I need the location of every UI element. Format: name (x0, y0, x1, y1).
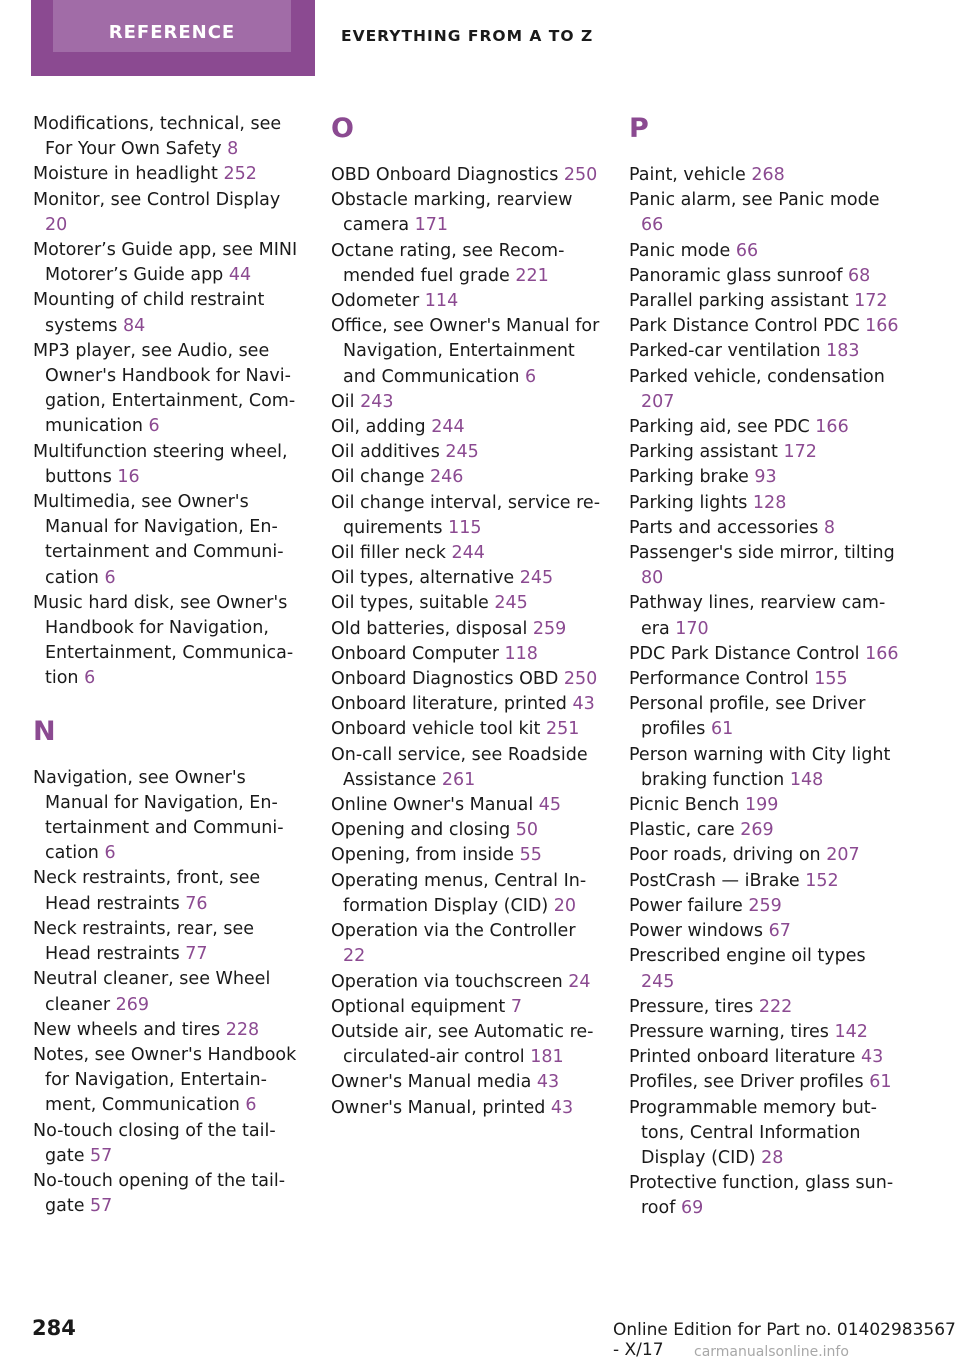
index-entry-term: Panoramic glass sunroof (629, 265, 849, 286)
index-entry-term: Oil change interval, service requirements (331, 492, 601, 538)
index-entry-term: Motorer’s Guide app, see MINI Motorer’s Guide app (33, 240, 298, 286)
index-entry-term: No-touch opening of the tailgate (33, 1170, 286, 1217)
index-entry (629, 692, 899, 742)
index-entry-term: Obstacle marking, rearview camera (331, 190, 573, 236)
index-entry-term: Online Owner's Manual (331, 795, 539, 816)
index-entry-term: Parking lights (629, 492, 753, 513)
index-entry-page-link[interactable]: 66 (641, 215, 664, 236)
index-entry-page-link[interactable]: 28 (761, 1147, 784, 1168)
index-entry-term: Plastic, care (629, 820, 741, 841)
index-entry (629, 894, 899, 919)
index-entry-page-link[interactable]: 43 (860, 1047, 884, 1068)
index-entry-page-link[interactable]: 80 (641, 568, 664, 589)
index-entry (629, 919, 899, 944)
index-entry-page-link[interactable]: 114 (424, 291, 459, 312)
index-entry-page-link[interactable]: 228 (225, 1019, 260, 1040)
index-entry-page-link[interactable]: 244 (451, 543, 485, 564)
index-entry (629, 793, 899, 818)
index-entry-page-link[interactable]: 172 (854, 291, 888, 312)
index-entry (331, 163, 601, 188)
edition-note: Online Edition for Part no. 01402983567 - X/17 (613, 1320, 956, 1360)
index-entry (629, 667, 899, 692)
index-entry-term: Onboard Diagnostics OBD (331, 669, 564, 690)
index-entry-term: Parked vehicle, condensation (629, 366, 885, 387)
index-entry-page-link[interactable]: 244 (431, 417, 465, 438)
index-entry-term: Operation via the Controller (331, 921, 576, 942)
index-entry-term: Operation via touchscreen (331, 971, 569, 992)
index-entry (629, 314, 899, 339)
index-entry-page-link[interactable]: 166 (865, 643, 899, 664)
index-entry (331, 465, 601, 490)
index-entry (629, 415, 899, 440)
index-entry (331, 289, 601, 314)
index-entry-term: Personal profile, see Driver profiles (629, 694, 866, 740)
index-entry-page-link[interactable]: 268 (751, 165, 785, 185)
index-entry-page-link[interactable]: 69 (680, 1198, 704, 1219)
index-entry-page-link[interactable]: 207 (826, 845, 860, 866)
index-entry (331, 239, 601, 289)
index-entry (629, 516, 899, 541)
index-entry (629, 818, 899, 843)
index-entry-term: Mounting of child restraint systems (33, 290, 265, 336)
index-entry (331, 566, 601, 591)
index-entry-page-link[interactable]: 207 (641, 391, 675, 412)
index-entry-page-link[interactable]: 183 (826, 341, 860, 362)
index-entry-page-link[interactable]: 166 (815, 417, 849, 438)
index-entry-page-link[interactable]: 6 (104, 567, 116, 588)
index-entry (331, 793, 601, 818)
index-column-1 (33, 112, 303, 1219)
index-entry-page-link[interactable]: 269 (115, 994, 149, 1015)
index-entry (33, 162, 303, 187)
index-entry-term: Panic alarm, see Panic mode (629, 190, 880, 211)
index-entry-page-link[interactable]: 181 (530, 1047, 564, 1068)
index-entry-term: Modifications, technical, see For Your Own Safety (33, 114, 282, 160)
index-entry (331, 591, 601, 616)
index-entry-page-link[interactable]: 93 (754, 467, 777, 488)
index-entry-page-link[interactable]: 261 (441, 769, 476, 790)
section-tab-inner (53, 0, 291, 52)
index-entry (629, 1020, 899, 1045)
index-entry-page-link[interactable]: 6 (104, 843, 116, 864)
index-entry-term: Paint, vehicle (629, 165, 752, 185)
index-entry-term: Monitor, see Control Display (33, 189, 281, 210)
index-entry-page-link[interactable]: 221 (515, 265, 549, 286)
index-entry-term: Oil (331, 391, 361, 412)
index-entry (33, 1169, 303, 1219)
index-entry (33, 490, 303, 591)
index-entry-term: Printed onboard literature (629, 1047, 861, 1068)
index-entry-term: Oil types, suitable (331, 593, 495, 614)
index-entry-term: Parking assistant (629, 442, 784, 463)
index-entry (331, 314, 601, 390)
index-entry (331, 970, 601, 995)
index-entry-page-link[interactable]: 246 (430, 467, 464, 488)
index-entry (33, 1043, 303, 1119)
index-entry (331, 188, 601, 238)
index-entry-term: Navigation, see Owner's Manual for Navigation, Entertainment and Communication (33, 767, 284, 864)
index-entry-term: Multifunction steering wheel, buttons (33, 441, 288, 487)
index-letter-heading: P (629, 113, 649, 144)
index-entry (331, 843, 601, 868)
index-entry-page-link[interactable]: 269 (740, 820, 774, 841)
index-entry-page-link[interactable]: 115 (448, 517, 482, 538)
index-entry-term: On-call service, see Roadside Assistance (331, 744, 588, 790)
index-entry-page-link[interactable]: 170 (675, 618, 709, 639)
index-entry-page-link[interactable]: 245 (445, 442, 479, 463)
index-entry-page-link[interactable]: 43 (572, 694, 595, 715)
index-entry-term: Opening, from inside (331, 845, 520, 866)
index-entry-term: Pressure warning, tires (629, 1021, 835, 1042)
index-entry-page-link[interactable]: 259 (532, 618, 567, 639)
index-entry (629, 289, 899, 314)
index-entry (629, 188, 899, 238)
index-entry-page-link[interactable]: 67 (768, 921, 791, 942)
index-entry (33, 917, 303, 967)
index-entry-page-link[interactable]: 250 (563, 165, 598, 185)
index-entry (629, 642, 899, 667)
index-entry (629, 995, 899, 1020)
index-entry-page-link[interactable]: 61 (869, 1072, 892, 1093)
index-entry-term: Power windows (629, 921, 769, 942)
index-entry-term: Oil, adding (331, 417, 432, 438)
index-entry-page-link[interactable]: 24 (568, 971, 591, 992)
index-entry (33, 288, 303, 338)
index-entry-term: Owner's Manual, printed (331, 1097, 551, 1118)
index-entry-page-link[interactable]: 152 (805, 870, 839, 891)
index-entry-term: Poor roads, driving on (629, 845, 827, 866)
index-entry (629, 944, 899, 994)
index-entry-term: Passenger's side mirror, tilting (629, 543, 895, 564)
index-entry (629, 1045, 899, 1070)
index-column-3 (629, 112, 899, 1222)
index-entry (629, 1171, 899, 1221)
index-entry-term: Optional equipment (331, 996, 511, 1017)
index-entry-page-link[interactable]: 128 (752, 492, 787, 513)
index-entry (629, 339, 899, 364)
index-entry-page-link[interactable]: 45 (538, 795, 562, 816)
index-entry (331, 390, 601, 415)
index-entry-term: Picnic Bench (629, 795, 745, 816)
index-entry-page-link[interactable]: 245 (641, 971, 675, 992)
index-entry-page-link[interactable]: 20 (45, 214, 68, 235)
index-entry-term: Outside air, see Automatic recirculated-air control (331, 1021, 594, 1068)
index-entry (629, 743, 899, 793)
index-entry-page-link[interactable]: 252 (223, 164, 257, 185)
index-entry-page-link[interactable]: 243 (360, 391, 394, 412)
index-entry-page-link[interactable]: 142 (834, 1021, 868, 1042)
index-entry-page-link[interactable]: 84 (122, 315, 146, 336)
index-entry (629, 491, 899, 516)
index-entry-term: Neck restraints, rear, see Head restraints (33, 918, 254, 965)
index-entry-term: Opening and closing (331, 820, 516, 841)
index-entry-term: Oil filler neck (331, 543, 452, 564)
index-entry-page-link[interactable]: 171 (414, 215, 449, 236)
index-entry-page-link[interactable]: 44 (228, 265, 252, 286)
index-entry-page-link[interactable]: 6 (524, 366, 537, 387)
index-entry (33, 188, 303, 238)
index-entry-term: Onboard literature, printed (331, 694, 573, 715)
index-entry-term: Power failure (629, 895, 749, 916)
index-entry-term: Parallel parking assistant (629, 291, 855, 312)
index-entry-page-link[interactable]: 50 (515, 820, 539, 841)
index-entry-term: Oil additives (331, 442, 446, 463)
index-entry-term: Parking aid, see PDC (629, 417, 816, 438)
chapter-title: EVERYTHING FROM A TO Z (341, 27, 594, 45)
index-entry (33, 112, 303, 162)
section-tab (31, 0, 315, 76)
index-entry (629, 843, 899, 868)
index-entry-term: Multimedia, see Owner's Manual for Navigation, Entertainment and Communication (33, 492, 284, 588)
index-entry (629, 365, 899, 415)
index-entry-term: PDC Park Distance Control (629, 643, 866, 664)
index-entry (331, 743, 601, 793)
index-entry (331, 1070, 601, 1095)
index-entry-term: New wheels and tires (33, 1019, 226, 1040)
index-entry (331, 491, 601, 541)
section-tab-label: REFERENCE (108, 22, 236, 43)
index-entry-page-link[interactable]: 6 (148, 416, 160, 437)
index-entry-term: Odometer (331, 291, 425, 312)
index-entry-term: Moisture in headlight (33, 164, 224, 185)
index-entry-term: Parked-car ventilation (629, 341, 827, 362)
index-entry-page-link[interactable]: 8 (227, 139, 239, 160)
index-entry-term: Person warning with City light braking function (629, 744, 891, 790)
index-entry (629, 239, 899, 264)
page-number: 284 (32, 1316, 76, 1340)
index-entry-term: Panic mode (629, 240, 736, 261)
index-entry (629, 541, 899, 591)
index-entry-page-link[interactable]: 77 (185, 944, 208, 965)
index-entry-page-link[interactable]: 66 (735, 240, 759, 261)
index-entry-term: Music hard disk, see Owner's Handbook for Navigation, Entertainment, Communication (33, 592, 294, 689)
index-entry-page-link[interactable]: 155 (814, 669, 848, 690)
index-entry-page-link[interactable]: 7 (510, 996, 522, 1017)
index-entry (331, 667, 601, 692)
index-entry (629, 1070, 899, 1095)
index-entry (629, 591, 899, 641)
index-entry (33, 339, 303, 440)
index-entry (331, 541, 601, 566)
index-entry (331, 818, 601, 843)
index-entry-page-link[interactable]: 57 (90, 1145, 113, 1166)
index-entry-term: Onboard vehicle tool kit (331, 719, 546, 740)
index-entry-term: Office, see Owner's Manual for Navigation, Entertainment and Communication (331, 316, 600, 387)
index-entry-page-link[interactable]: 6 (245, 1095, 257, 1116)
index-entry-term: Performance Control (629, 669, 815, 690)
index-entry-term: Owner's Manual media (331, 1072, 537, 1093)
index-entry-term: Programmable memory buttons, Central Information Display (CID) (629, 1097, 877, 1168)
index-entry-page-link[interactable]: 245 (494, 593, 528, 614)
index-entry-page-link[interactable]: 250 (563, 669, 598, 690)
index-entry (33, 1119, 303, 1169)
index-entry-page-link[interactable]: 76 (185, 893, 208, 914)
index-entry-page-link[interactable]: 199 (744, 795, 779, 816)
index-entry-term: Parts and accessories (629, 517, 824, 538)
index-entry (331, 919, 601, 969)
index-column-2 (331, 112, 601, 1121)
index-entry-page-link[interactable]: 61 (710, 719, 734, 740)
index-entry-page-link[interactable]: 16 (117, 466, 140, 487)
index-entry (629, 1096, 899, 1172)
index-entry (331, 1096, 601, 1121)
index-entry (33, 1018, 303, 1043)
index-entry-term: Onboard Computer (331, 643, 505, 664)
index-entry-term: Park Distance Control PDC (629, 316, 866, 337)
index-letter-heading: N (33, 715, 56, 747)
index-entry (629, 465, 899, 490)
index-entry (629, 163, 899, 188)
index-entry (331, 717, 601, 742)
index-entry-term: MP3 player, see Audio, see Owner's Handbook for Navigation, Entertainment, Communication (33, 340, 296, 437)
index-entry-page-link[interactable]: 118 (504, 643, 538, 664)
index-entry-term: Old batteries, disposal (331, 618, 533, 639)
index-entry-term: Neutral cleaner, see Wheel cleaner (33, 969, 271, 1015)
index-entry-term: Oil change (331, 467, 431, 488)
index-entry (331, 415, 601, 440)
index-entry-page-link[interactable]: 166 (865, 316, 899, 337)
index-entry-term: Profiles, see Driver profiles (629, 1072, 870, 1093)
index-entry (629, 869, 899, 894)
index-entry-page-link[interactable]: 55 (519, 845, 542, 866)
index-entry (33, 591, 303, 692)
index-entry-page-link[interactable]: 259 (748, 895, 782, 916)
index-entry (331, 869, 601, 919)
index-entry (331, 642, 601, 667)
index-entry-page-link[interactable]: 43 (536, 1072, 560, 1093)
index-entry-page-link[interactable]: 6 (84, 668, 96, 689)
index-entry (331, 617, 601, 642)
index-entry (331, 440, 601, 465)
index-entry-page-link[interactable]: 148 (789, 769, 824, 790)
index-entry (331, 692, 601, 717)
index-entry (629, 440, 899, 465)
index-entry-page-link[interactable]: 43 (550, 1097, 574, 1118)
index-entry-page-link[interactable]: 22 (343, 946, 366, 967)
index-entry (33, 967, 303, 1017)
index-entry-term: Octane rating, see Recommended fuel grade (331, 240, 565, 286)
index-entry-page-link[interactable]: 222 (758, 996, 793, 1017)
index-entry-term: Protective function, glass sunroof (629, 1173, 894, 1219)
index-entry (33, 766, 303, 867)
index-entry-page-link[interactable]: 57 (90, 1196, 113, 1217)
index-entry-term: Notes, see Owner's Handbook for Navigation, Entertainment, Communication (33, 1044, 297, 1116)
index-entry (33, 866, 303, 916)
index-entry-term: No-touch closing of the tailgate (33, 1120, 276, 1166)
index-entry (331, 995, 601, 1020)
index-letter-heading: O (331, 113, 354, 144)
index-entry (629, 264, 899, 289)
index-entry-term: Parking brake (629, 467, 755, 488)
index-entry-page-link[interactable]: 245 (519, 568, 554, 589)
index-entry-term: Neck restraints, front, see Head restraints (33, 868, 261, 914)
page-header (0, 0, 960, 76)
index-entry-term: Operating menus, Central Information Display (CID) (331, 870, 587, 916)
index-entry-page-link[interactable]: 172 (783, 442, 817, 463)
index-entry (33, 238, 303, 288)
index-entry (331, 1020, 601, 1070)
index-entry-page-link[interactable]: 8 (823, 517, 836, 538)
index-entry-term: Pathway lines, rearview camera (629, 593, 886, 639)
index-entry-page-link[interactable]: 251 (545, 719, 580, 740)
index-entry-page-link[interactable]: 20 (553, 895, 577, 916)
index-entry (33, 440, 303, 490)
index-entry-term: OBD Onboard Diagnostics (331, 165, 564, 185)
index-entry-term: Prescribed engine oil types (629, 946, 866, 967)
index-entry-term: Pressure, tires (629, 996, 759, 1017)
index-entry-term: PostCrash — iBrake (629, 870, 806, 891)
watermark: carmanualsonline.info (694, 1344, 849, 1360)
index-entry-page-link[interactable]: 68 (848, 265, 871, 286)
index-entry-term: Oil types, alternative (331, 568, 520, 589)
